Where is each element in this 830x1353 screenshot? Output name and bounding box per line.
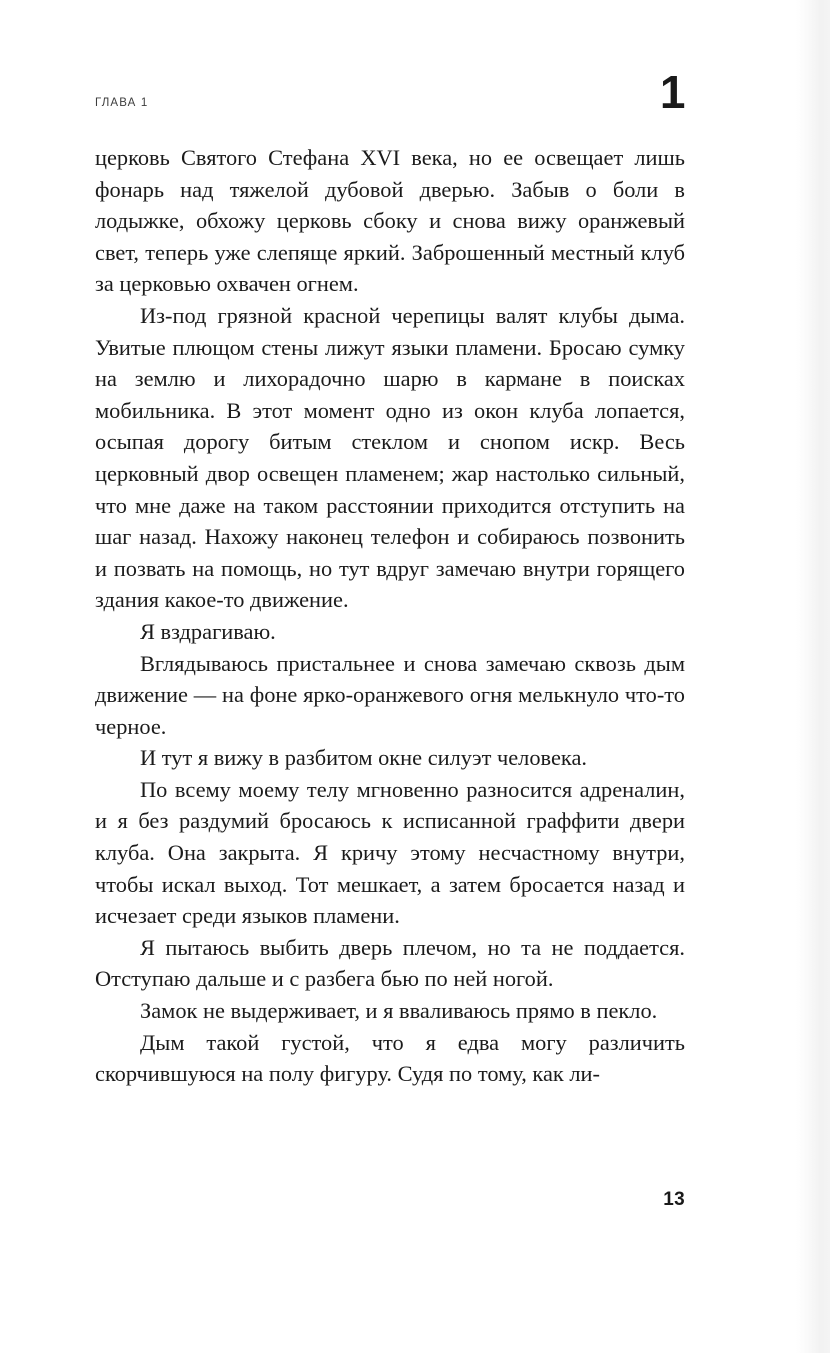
- chapter-header: [95, 0, 685, 119]
- page-edge-shadow: [796, 0, 830, 1353]
- chapter-number-display: 1: [659, 66, 685, 119]
- chapter-eyebrow-label: ГЛАВА 1: [95, 96, 149, 109]
- body-paragraph: церковь Святого Стефана XVI века, но ее освещает лишь фонарь над тяжелой дубовой дверью. Забыв о боли в лодыжке, обхожу церковь сбоку и снова вижу оранжевый свет, теперь уже слепяще яркий. Заброшенный местный клуб за церковью охвачен огнем.: [95, 145, 685, 297]
- body-paragraph: И тут я вижу в разбитом окне силуэт человека.: [140, 745, 587, 771]
- page-number-folio: 13: [663, 1189, 685, 1210]
- body-text-column: [95, 142, 685, 1090]
- body-paragraph: Дым такой густой, что я едва могу различить скорчившуюся на полу фигуру. Судя по тому, как ли-: [95, 1029, 685, 1087]
- page-content: [95, 0, 685, 1090]
- body-paragraph: Замок не выдерживает, и я вваливаюсь прямо в пекло.: [140, 998, 658, 1024]
- body-paragraph: Я вздрагиваю.: [140, 618, 276, 644]
- body-paragraph: Вглядываюсь пристальнее и снова замечаю сквозь дым движение — на фоне ярко-оранжевого огня мелькнуло что-то черное.: [95, 650, 685, 739]
- body-paragraph: Из-под грязной красной черепицы валят клубы дыма. Увитые плющом стены лижут языки пламени. Бросаю сумку на землю и лихорадочно шарю в кармане в поисках мобильника. В этот момент одно из окон клуба лопается, осыпая дорогу битым стеклом и снопом искр. Весь церковный двор освещен пламенем; жар настолько сильный, что мне даже на таком расстоянии приходится отступить на шаг назад. Нахожу наконец телефон и собираюсь позвонить и позвать на помощь, но тут вдруг замечаю внутри горящего здания какое-то движение.: [95, 302, 685, 613]
- body-paragraph: Я пытаюсь выбить дверь плечом, но та не поддается. Отступаю дальше и с разбега бью по ней ногой.: [95, 934, 685, 992]
- body-paragraph: По всему моему телу мгновенно разносится адреналин, и я без раздумий бросаюсь к исписанной граффити двери клуба. Она закрыта. Я кричу этому несчастному внутри, чтобы искал выход. Тот мешкает, а затем бросается назад и исчезает среди языков пламени.: [95, 776, 685, 929]
